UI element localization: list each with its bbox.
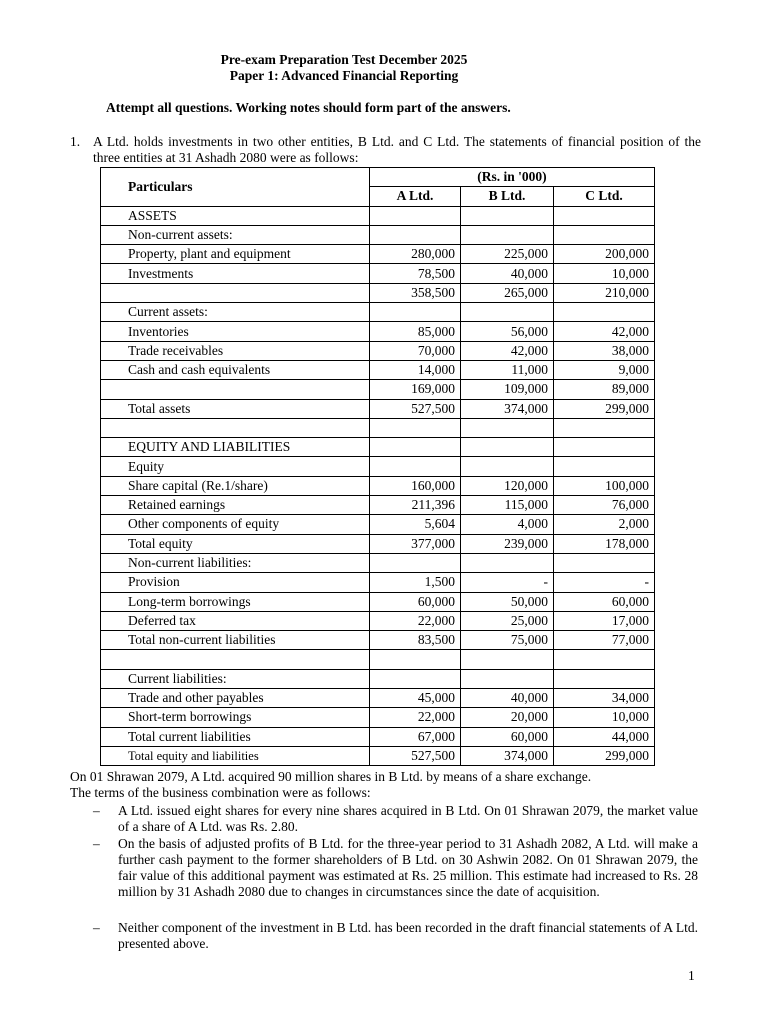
row-value: 60,000	[554, 592, 655, 611]
header-unit: (Rs. in '000)	[370, 168, 655, 187]
row-value: 377,000	[370, 534, 461, 553]
table-row	[101, 341, 655, 360]
row-value: 77,000	[554, 631, 655, 650]
row-value	[370, 303, 461, 322]
row-value	[370, 553, 461, 572]
bullet-marker: –	[93, 920, 100, 935]
row-label	[101, 380, 370, 399]
bullet-not-recorded: Neither component of the investment in B Ltd. has been recorded in the draft financial statements of A Ltd. presented above.	[118, 920, 698, 951]
bullet-contingent-payment: On the basis of adjusted profits of B Ltd. for the three-year period to 31 Ashadh 2082, A Ltd. will make a further cash payment to the former shareholders of B Ltd. on 30 Ashwin 2082. On 01 Shrawan 2079, the fair value of this additional payment was estimated at Rs. 25 million. This estimate had increased to Rs. 28 million by 31 Ashadh 2080 due to changes in circumstances since the date of acquisition.	[118, 836, 698, 899]
row-value: 76,000	[554, 496, 655, 515]
row-value	[370, 206, 461, 225]
row-value: 83,500	[370, 631, 461, 650]
row-value	[370, 225, 461, 244]
row-value: 280,000	[370, 245, 461, 264]
row-label: Property, plant and equipment	[101, 245, 370, 264]
row-value: 14,000	[370, 360, 461, 379]
row-value: 85,000	[370, 322, 461, 341]
bullet-marker: –	[93, 803, 100, 818]
page-number: 1	[688, 968, 695, 983]
table-row	[101, 303, 655, 322]
row-value: 115,000	[461, 496, 554, 515]
row-value	[554, 438, 655, 457]
row-value: 211,396	[370, 496, 461, 515]
table-row	[101, 534, 655, 553]
row-label	[101, 650, 370, 669]
row-label: Total current liabilities	[101, 727, 370, 746]
row-value: 60,000	[461, 727, 554, 746]
row-value: 299,000	[554, 399, 655, 418]
row-value: 38,000	[554, 341, 655, 360]
table-row	[101, 573, 655, 592]
row-value	[461, 650, 554, 669]
row-value	[370, 650, 461, 669]
row-value: 1,500	[370, 573, 461, 592]
row-label: Equity	[101, 457, 370, 476]
table-header-row	[101, 168, 655, 187]
table-row	[101, 592, 655, 611]
table-row	[101, 650, 655, 669]
question-intro: A Ltd. holds investments in two other entities, B Ltd. and C Ltd. The statements of financial position of the three entities at 31 Ashadh 2080 were as follows:	[93, 134, 701, 165]
row-value	[554, 669, 655, 688]
table-row	[101, 553, 655, 572]
row-value: 10,000	[554, 708, 655, 727]
row-value: 200,000	[554, 245, 655, 264]
row-value: 70,000	[370, 341, 461, 360]
row-label: Long-term borrowings	[101, 592, 370, 611]
row-value	[554, 457, 655, 476]
header-particulars: Particulars	[101, 168, 370, 207]
row-value: 100,000	[554, 476, 655, 495]
row-label: Trade receivables	[101, 341, 370, 360]
row-value: 40,000	[461, 689, 554, 708]
table-row	[101, 206, 655, 225]
row-value: 89,000	[554, 380, 655, 399]
row-value: 50,000	[461, 592, 554, 611]
row-value: 374,000	[461, 746, 554, 765]
table-row	[101, 245, 655, 264]
row-label: Investments	[101, 264, 370, 283]
table-row	[101, 515, 655, 534]
financial-position-table	[100, 167, 655, 766]
row-value: 210,000	[554, 283, 655, 302]
row-label: Other components of equity	[101, 515, 370, 534]
row-label	[101, 418, 370, 437]
bullet-share-exchange: A Ltd. issued eight shares for every nine shares acquired in B Ltd. On 01 Shrawan 2079, the market value of a share of A Ltd. was Rs. 2.80.	[118, 803, 698, 834]
row-value: 10,000	[554, 264, 655, 283]
row-value	[461, 225, 554, 244]
row-value	[554, 418, 655, 437]
table-row	[101, 264, 655, 283]
table-row	[101, 496, 655, 515]
table-body	[101, 206, 655, 766]
row-value: 160,000	[370, 476, 461, 495]
row-label: Non-current liabilities:	[101, 553, 370, 572]
row-label: Provision	[101, 573, 370, 592]
row-value: 2,000	[554, 515, 655, 534]
header-col-b: B Ltd.	[461, 187, 554, 206]
row-value: 78,500	[370, 264, 461, 283]
row-value: 169,000	[370, 380, 461, 399]
row-value: 178,000	[554, 534, 655, 553]
row-value	[554, 303, 655, 322]
row-label: Current liabilities:	[101, 669, 370, 688]
row-value: 67,000	[370, 727, 461, 746]
row-value: 109,000	[461, 380, 554, 399]
row-value: 527,500	[370, 399, 461, 418]
row-value: 239,000	[461, 534, 554, 553]
table-row	[101, 611, 655, 630]
row-value: 45,000	[370, 689, 461, 708]
acquisition-paragraph	[70, 769, 700, 801]
acquisition-text: On 01 Shrawan 2079, A Ltd. acquired 90 million shares in B Ltd. by means of a share exchange.	[70, 769, 592, 784]
row-value: 75,000	[461, 631, 554, 650]
exam-title: Pre-exam Preparation Test December 2025	[220, 52, 468, 67]
row-value: 20,000	[461, 708, 554, 727]
row-label: Total equity and liabilities	[101, 746, 370, 765]
row-label: Retained earnings	[101, 496, 370, 515]
row-label	[101, 283, 370, 302]
terms-text: The terms of the business combination were as follows:	[70, 785, 371, 800]
row-label: Total assets	[101, 399, 370, 418]
row-value: -	[554, 573, 655, 592]
row-label: Non-current assets:	[101, 225, 370, 244]
table-row	[101, 689, 655, 708]
row-value: 22,000	[370, 611, 461, 630]
table-row	[101, 708, 655, 727]
row-value	[461, 418, 554, 437]
header-col-c: C Ltd.	[554, 187, 655, 206]
row-label: Short-term borrowings	[101, 708, 370, 727]
row-value	[461, 457, 554, 476]
row-value: 120,000	[461, 476, 554, 495]
row-value: -	[461, 573, 554, 592]
table-row	[101, 399, 655, 418]
row-value	[461, 438, 554, 457]
question-number: 1.	[70, 134, 81, 149]
row-value: 42,000	[461, 341, 554, 360]
row-label: EQUITY AND LIABILITIES	[101, 438, 370, 457]
row-value: 25,000	[461, 611, 554, 630]
table-row	[101, 746, 655, 765]
row-value: 22,000	[370, 708, 461, 727]
row-label: Share capital (Re.1/share)	[101, 476, 370, 495]
paper-title: Paper 1: Advanced Financial Reporting	[229, 68, 459, 83]
table-row	[101, 360, 655, 379]
row-label: Current assets:	[101, 303, 370, 322]
row-label: Inventories	[101, 322, 370, 341]
row-value	[370, 669, 461, 688]
row-value	[554, 650, 655, 669]
row-label: Total non-current liabilities	[101, 631, 370, 650]
row-value: 56,000	[461, 322, 554, 341]
row-value	[461, 206, 554, 225]
row-value: 265,000	[461, 283, 554, 302]
row-label: Total equity	[101, 534, 370, 553]
table-row	[101, 225, 655, 244]
row-value: 374,000	[461, 399, 554, 418]
row-value: 17,000	[554, 611, 655, 630]
row-label: Trade and other payables	[101, 689, 370, 708]
row-value	[461, 303, 554, 322]
row-value: 42,000	[554, 322, 655, 341]
row-value: 40,000	[461, 264, 554, 283]
row-value: 9,000	[554, 360, 655, 379]
row-label: Cash and cash equivalents	[101, 360, 370, 379]
exam-instruction: Attempt all questions. Working notes should form part of the answers.	[106, 100, 511, 115]
row-label: Deferred tax	[101, 611, 370, 630]
bullet-marker: –	[93, 836, 100, 851]
table-row	[101, 418, 655, 437]
row-label: ASSETS	[101, 206, 370, 225]
row-value: 358,500	[370, 283, 461, 302]
table-row	[101, 283, 655, 302]
row-value: 34,000	[554, 689, 655, 708]
row-value: 299,000	[554, 746, 655, 765]
table-row	[101, 727, 655, 746]
row-value	[370, 457, 461, 476]
row-value: 11,000	[461, 360, 554, 379]
row-value	[461, 669, 554, 688]
table-row	[101, 322, 655, 341]
row-value: 225,000	[461, 245, 554, 264]
header-col-a: A Ltd.	[370, 187, 461, 206]
row-value	[554, 225, 655, 244]
row-value: 4,000	[461, 515, 554, 534]
row-value: 5,604	[370, 515, 461, 534]
table-row	[101, 669, 655, 688]
table-row	[101, 476, 655, 495]
row-value	[554, 206, 655, 225]
row-value: 60,000	[370, 592, 461, 611]
table-row	[101, 631, 655, 650]
table-row	[101, 457, 655, 476]
row-value: 527,500	[370, 746, 461, 765]
row-value: 44,000	[554, 727, 655, 746]
row-value	[461, 553, 554, 572]
row-value	[554, 553, 655, 572]
row-value	[370, 438, 461, 457]
table-row	[101, 438, 655, 457]
row-value	[370, 418, 461, 437]
table-row	[101, 380, 655, 399]
